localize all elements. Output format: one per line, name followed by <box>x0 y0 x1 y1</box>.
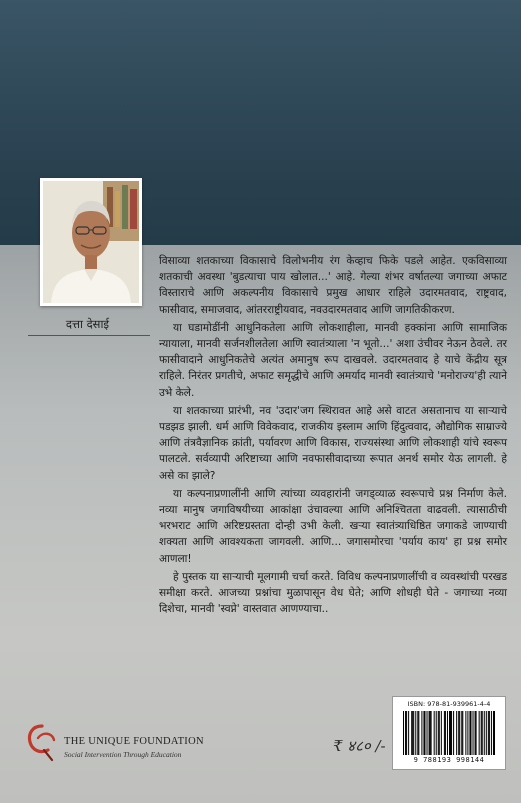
publisher-mark-icon <box>24 720 60 764</box>
barcode-icon <box>403 711 495 755</box>
isbn-barcode <box>392 696 506 770</box>
isbn-digits: 9 788193 998144 <box>413 756 485 764</box>
blurb-paragraph: या घडामोडींनी आधुनिकतेला आणि लोकशाहीला, मानवी हक्कांना आणि सामाजिक न्यायाला, मानवी सर्जनशीलतेला आणि स्वातंत्र्याला 'न भूतो...' अशा उंचीवर नेऊन ठेवले. तर फासीवादाने आधुनिकतेचे अत्यंत अमानुष रूप दाखवले. उदारमतवाद हे याचे केंद्रीय सूत्र राहिले. निरंतर प्रगतीचे, अफाट समृद्धीचे आणि अमर्याद मानवी स्वातंत्र्याचे 'मनोराज्य'ही त्याने उभे केले. <box>159 321 507 399</box>
blurb-paragraph: हे पुस्तक या साऱ्याची मूलगामी चर्चा करते. विविध कल्पनाप्रणालींची व व्यवस्थांची परखड समीक्षा करते. आजच्या प्रश्नांचा मुळापासून वेध घेते; आणि शोधही घेते - जगाच्या नव्या दिशेचा, मानवी 'स्वप्ने' वास्तवात आणण्याचा.. <box>159 570 507 616</box>
isbn-label: ISBN: 978-81-939961-4-4 <box>407 700 491 708</box>
publisher-tagline: Social Intervention Through Education <box>64 750 182 759</box>
price-label: ₹ ४८० /- <box>333 737 386 755</box>
blurb-text <box>159 253 507 619</box>
publisher-name: THE UNIQUE FOUNDATION <box>64 736 204 747</box>
blurb-paragraph: या शतकाच्या प्रारंभी, नव 'उदार'जग स्थिरावत आहे असे वाटत असतानाच या साऱ्याचे पडझड झाली. धर्म आणि विवेकवाद, राजकीय इस्लाम आणि हिंदुत्ववाद, औद्योगिक साम्राज्ये आणि तंत्रवैज्ञानिक क्रांती, पर्यावरण आणि विकास, राज्यसंस्था आणि लोकशाही यांचे स्वरूप पालटले. सर्वव्यापी अरिष्टाच्या आणि नवफासीवादाच्या रूपात अनर्थ समोर येऊ लागली. हे असे का झाले? <box>159 404 507 482</box>
author-photo <box>40 178 142 306</box>
blurb-paragraph: विसाव्या शतकाच्या विकासाचे विलोभनीय रंग केव्हाच फिके पडले आहेत. एकविसाव्या शतकाची अवस्था 'बुडत्याचा पाय खोलात...' आहे. गेल्या शंभर वर्षातल्या जगाच्या अफाट विस्ताराचे आणि अकल्पनीय विकासाचे प्रमुख आधार राहिले उदारमतवाद, राष्ट्रवाद, फासीवाद, समाजवाद, आंतरराष्ट्रीयवाद, नवउदारमतवाद आणि जागतिकीकरण. <box>159 255 507 316</box>
author-name: दत्ता देसाई <box>65 317 110 331</box>
blurb-paragraph: या कल्पनाप्रणालींनी आणि त्यांच्या व्यवहारांनी जगड्व्याळ स्वरूपाचे प्रश्न निर्माण केले. नव्या मानुष जगाविषयीच्या आकांक्षा उंचावल्या आणि अनिश्चितता वाढवली. त्यासाठीची भरभराट आणि अरिष्टग्रस्तता दोन्ही उभी केली. खऱ्या स्वातंत्र्याधिष्ठित जगाकडे जाण्याची शक्यता आणि आवश्यकता जागवली. आणि... जगासमोरचा 'पर्याय काय' हा प्रश्न समोर आणला! <box>159 487 507 565</box>
author-divider <box>28 335 150 336</box>
publisher-logo <box>24 718 224 768</box>
